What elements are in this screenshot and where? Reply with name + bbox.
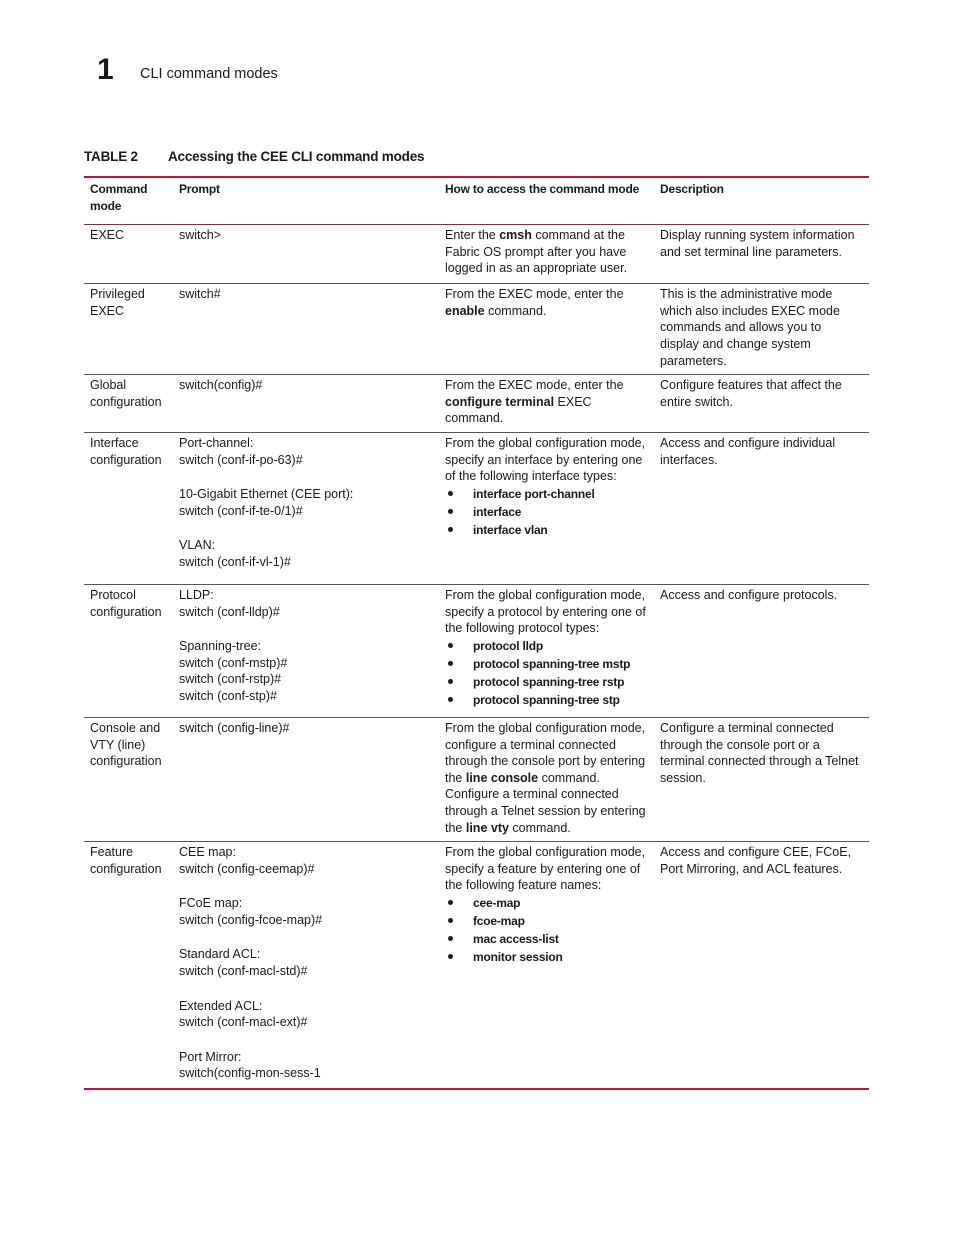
bullet-text: mac access-list <box>473 931 559 946</box>
prompt-spacer <box>179 468 433 486</box>
bullet-icon <box>448 918 453 923</box>
cell-prompt <box>173 584 439 717</box>
prompt-line: switch (conf-rstp)# <box>179 672 282 687</box>
access-text: Configure a terminal connected through a Telnet session by entering the <box>445 787 646 835</box>
cell-access <box>439 375 654 433</box>
cell-prompt: switch (config-line)# <box>173 717 439 841</box>
table-row <box>84 375 869 433</box>
prompt-line: Extended ACL: <box>179 998 263 1013</box>
cell-prompt: switch(config)# <box>173 375 439 433</box>
table-row <box>84 432 869 584</box>
command-keyword: line vty <box>465 820 509 835</box>
header-access: How to access the command mode <box>439 177 654 225</box>
cell-mode: EXEC <box>84 225 173 284</box>
prompt-line: CEE map: <box>179 845 236 860</box>
cell-description: Access and configure protocols. <box>654 584 869 717</box>
table-caption: Accessing the CEE CLI command modes <box>168 149 425 164</box>
prompt-line: switch (conf-macl-std)# <box>179 964 308 979</box>
cell-access <box>439 284 654 375</box>
prompt-line: VLAN: <box>179 538 216 553</box>
access-text: From the EXEC mode, enter the <box>445 378 624 393</box>
table-row <box>84 225 869 284</box>
cell-description: This is the administrative mode which also includes EXEC mode commands and allows you to display and change system parameters. <box>654 284 869 375</box>
table-header-row <box>84 177 869 225</box>
bullet-list <box>445 637 650 709</box>
access-intro: From the global configuration mode, specify a protocol by entering one of the following protocol types: <box>445 587 646 636</box>
list-item <box>445 894 650 912</box>
access-text: EXEC command. <box>445 394 592 426</box>
chapter-number: 1 <box>97 53 114 86</box>
prompt-line: Standard ACL: <box>179 947 261 962</box>
list-item <box>445 948 650 966</box>
cell-description: Access and configure individual interfaces. <box>654 432 869 584</box>
list-item <box>445 637 650 655</box>
prompt-spacer <box>179 980 433 998</box>
cell-description: Configure features that affect the entire switch. <box>654 375 869 433</box>
bullet-icon <box>448 900 453 905</box>
prompt-spacer <box>179 877 433 895</box>
access-text: command. <box>508 820 571 835</box>
prompt-line: Port Mirror: <box>179 1049 242 1064</box>
header-prompt: Prompt <box>173 177 439 225</box>
cell-mode: Interface configuration <box>84 432 173 584</box>
bullet-text: monitor session <box>473 949 563 964</box>
prompt-spacer <box>179 928 433 946</box>
bullet-text: interface port-channel <box>473 486 595 501</box>
bullet-icon <box>448 509 453 514</box>
header-description: Description <box>654 177 869 225</box>
cell-mode: Privileged EXEC <box>84 284 173 375</box>
access-paragraph <box>445 786 650 836</box>
prompt-line: LLDP: <box>179 587 214 602</box>
prompt-spacer <box>179 519 433 537</box>
prompt-line: switch (conf-if-po-63)# <box>179 452 303 467</box>
prompt-line: switch (conf-macl-ext)# <box>179 1015 308 1030</box>
bullet-text: interface vlan <box>473 522 548 537</box>
bullet-icon <box>448 643 453 648</box>
cell-prompt <box>173 842 439 1089</box>
command-keyword: cmsh <box>499 228 532 243</box>
access-text: Enter the <box>445 228 500 243</box>
prompt-line: FCoE map: <box>179 896 243 911</box>
chapter-title: CLI command modes <box>140 66 278 82</box>
table-label: TABLE 2 <box>84 149 138 164</box>
list-item <box>445 521 650 539</box>
table-row <box>84 842 869 1089</box>
list-item <box>445 673 650 691</box>
list-item <box>445 503 650 521</box>
prompt-line: switch (config-ceemap)# <box>179 861 315 876</box>
prompt-line: switch (conf-stp)# <box>179 688 277 703</box>
bullet-text: cee-map <box>473 895 521 910</box>
bullet-text: interface <box>473 504 522 519</box>
cell-description: Display running system information and set terminal line parameters. <box>654 225 869 284</box>
prompt-line: Port-channel: <box>179 435 254 450</box>
cell-access <box>439 842 654 1089</box>
bullet-text: protocol lldp <box>473 638 544 653</box>
access-intro: From the global configuration mode, specify a feature by entering one of the following feature names: <box>445 845 646 893</box>
command-keyword: configure terminal <box>445 394 555 409</box>
bullet-icon <box>448 954 453 959</box>
bullet-list <box>445 485 650 539</box>
cell-prompt <box>173 432 439 584</box>
table-row <box>84 717 869 841</box>
table-row <box>84 584 869 717</box>
cell-description: Access and configure CEE, FCoE, Port Mirroring, and ACL features. <box>660 845 852 876</box>
list-item <box>445 691 650 709</box>
prompt-spacer <box>179 1031 433 1049</box>
access-text: command at the Fabric OS prompt after you have logged in as an appropriate user. <box>445 228 628 276</box>
access-paragraph <box>445 720 650 786</box>
bullet-icon <box>448 697 453 702</box>
prompt-line: switch (config-fcoe-map)# <box>179 912 323 927</box>
command-modes-table <box>84 176 869 1090</box>
prompt-line: 10-Gigabit Ethernet (CEE port): <box>179 487 354 502</box>
cell-mode: Protocol configuration <box>84 584 173 717</box>
cell-description: Configure a terminal connected through the console port or a terminal connected through a Telnet session. <box>654 717 869 841</box>
prompt-line: Spanning-tree: <box>179 639 262 654</box>
list-item <box>445 930 650 948</box>
cell-access <box>439 717 654 841</box>
bullet-icon <box>448 679 453 684</box>
prompt-spacer <box>179 620 433 638</box>
header-command-mode: Command mode <box>84 177 173 225</box>
cell-mode: Feature configuration <box>90 845 162 876</box>
prompt-line: switch(config-mon-sess-1 <box>179 1066 321 1081</box>
cell-prompt: switch> <box>173 225 439 284</box>
cell-access <box>439 432 654 584</box>
prompt-line: switch (conf-if-te-0/1)# <box>179 503 303 518</box>
bullet-text: protocol spanning-tree mstp <box>473 656 631 671</box>
cell-access <box>439 225 654 284</box>
access-text: From the global configuration mode, configure a terminal connected through the console port by entering the <box>445 720 646 785</box>
command-keyword: line console <box>465 770 539 785</box>
prompt-line: switch (conf-lldp)# <box>179 604 280 619</box>
prompt-line: switch (conf-mstp)# <box>179 655 288 670</box>
prompt-line: switch (conf-if-vl-1)# <box>179 554 291 569</box>
cell-mode: Console and VTY (line) configuration <box>84 717 173 841</box>
cell-prompt: switch# <box>173 284 439 375</box>
bullet-text: protocol spanning-tree stp <box>473 692 620 707</box>
bullet-list <box>445 894 650 966</box>
list-item <box>445 912 650 930</box>
bullet-icon <box>448 491 453 496</box>
command-keyword: enable <box>445 303 485 318</box>
table-row <box>84 284 869 375</box>
list-item <box>445 485 650 503</box>
cell-mode: Global configuration <box>84 375 173 433</box>
cell-access <box>439 584 654 717</box>
access-text: From the EXEC mode, enter the <box>445 287 624 302</box>
access-text: command. <box>538 770 600 785</box>
access-intro: From the global configuration mode, specify an interface by entering one of the following interface types: <box>445 435 646 484</box>
bullet-text: fcoe-map <box>473 913 525 928</box>
bullet-icon <box>448 527 453 532</box>
access-text: command. <box>484 303 547 318</box>
bullet-text: protocol spanning-tree rstp <box>473 674 625 689</box>
bullet-icon <box>448 661 453 666</box>
list-item <box>445 655 650 673</box>
bullet-icon <box>448 936 453 941</box>
